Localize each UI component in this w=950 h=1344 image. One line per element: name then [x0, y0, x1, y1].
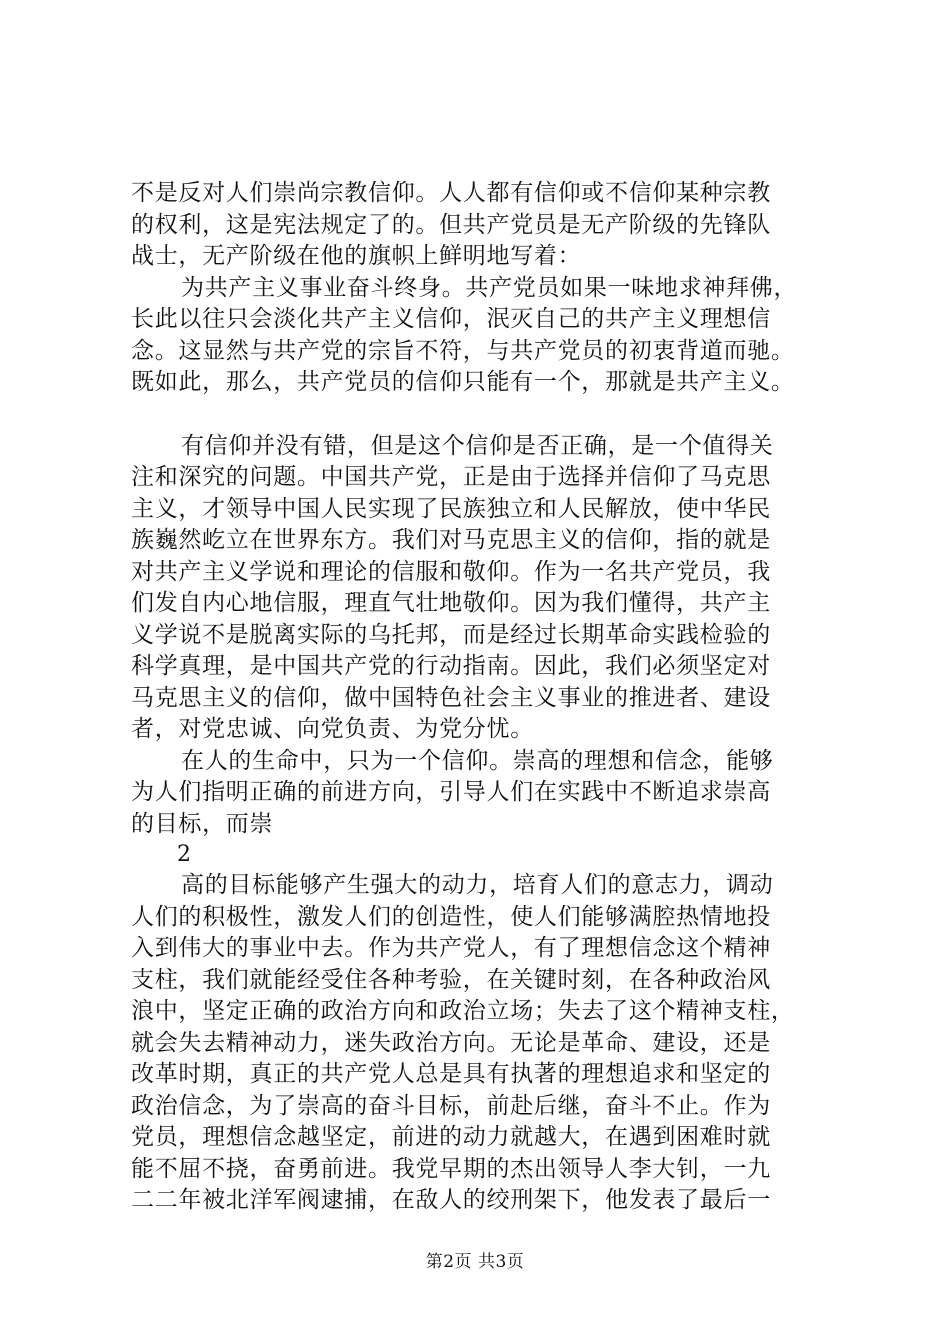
text-line: 念。这显然与共产党的宗旨不符，与共产党员的初衷背道而驰。: [131, 337, 795, 364]
page-footer: 第2页 共3页: [425, 1252, 525, 1272]
inline-page-number: 2: [177, 842, 191, 867]
text-line: 浪中，坚定正确的政治方向和政治立场；失去了这个精神支柱，: [131, 998, 795, 1024]
text-line: 主义，才领导中国人民实现了民族独立和人民解放，使中华民: [131, 495, 771, 522]
text-line: 在人的生命中，只为一个信仰。崇高的理想和信念，能够: [181, 747, 774, 774]
text-line: 能不屈不挠，奋勇前进。我党早期的杰出领导人李大钊，一九: [131, 1155, 771, 1182]
text-line: 就会失去精神动力，迷失政治方向。无论是革命、建设，还是: [131, 1029, 771, 1056]
text-line: 马克思主义的信仰，做中国特色社会主义事业的推进者、建设: [131, 684, 771, 711]
text-line: 不是反对人们崇尚宗教信仰。人人都有信仰或不信仰某种宗教: [131, 180, 771, 206]
document-body: [131, 178, 831, 1217]
text-line: 二二年被北洋军阀逮捕，在敌人的绞刑架下，他发表了最后一: [131, 1187, 771, 1213]
text-line: 高的目标能够产生强大的动力，培育人们的意志力，调动: [181, 872, 774, 898]
text-line: 注和深究的问题。中国共产党，正是由于选择并信仰了马克思: [131, 464, 771, 490]
text-line: 对共产主义学说和理论的信服和敬仰。作为一名共产党员，我: [131, 558, 771, 585]
text-line: 族巍然屹立在世界东方。我们对马克思主义的信仰，指的就是: [131, 527, 771, 553]
text-line: 支柱，我们就能经受住各种考验，在关键时刻，在各种政治风: [131, 966, 771, 993]
text-line: 有信仰并没有错，但是这个信仰是否正确，是一个值得关: [181, 432, 774, 459]
text-line: 人们的积极性，激发人们的创造性，使人们能够满腔热情地投: [131, 903, 771, 930]
text-line: 科学真理，是中国共产党的行动指南。因此，我们必须坚定对: [131, 653, 771, 679]
text-line: 党员，理想信念越坚定，前进的动力就越大，在遇到困难时就: [131, 1124, 771, 1150]
text-line: 们发自内心地信服，理直气壮地敬仰。因为我们懂得，共产主: [131, 590, 771, 616]
text-line: 为共产主义事业奋斗终身。共产党员如果一味地求神拜佛，: [181, 274, 798, 301]
text-line: 者，对党忠诚、向党负责、为党分忧。: [131, 716, 534, 742]
text-line: 的权利，这是宪法规定了的。但共产党员是无产阶级的先锋队: [131, 211, 771, 238]
text-line: 改革时期，真正的共产党人总是具有执著的理想追求和坚定的: [131, 1061, 771, 1087]
text-line: 的目标，而崇: [131, 810, 274, 837]
text-line: 既如此，那么，共产党员的信仰只能有一个，那就是共产主义。: [131, 369, 795, 395]
blank-line: [131, 399, 831, 431]
text-line: 政治信念，为了崇高的奋斗目标，前赴后继，奋斗不止。作为: [131, 1092, 771, 1119]
text-line: 长此以往只会淡化共产主义信仰，泯灭自己的共产主义理想信: [131, 306, 771, 332]
text-line: 义学说不是脱离实际的乌托邦，而是经过长期革命实践检验的: [131, 621, 771, 648]
text-line: 为人们指明正确的前进方向，引导人们在实践中不断追求崇高: [131, 779, 771, 805]
text-line: 战士，无产阶级在他的旗帜上鲜明地写着：: [131, 243, 582, 269]
text-line: 入到伟大的事业中去。作为共产党人，有了理想信念这个精神: [131, 935, 771, 961]
